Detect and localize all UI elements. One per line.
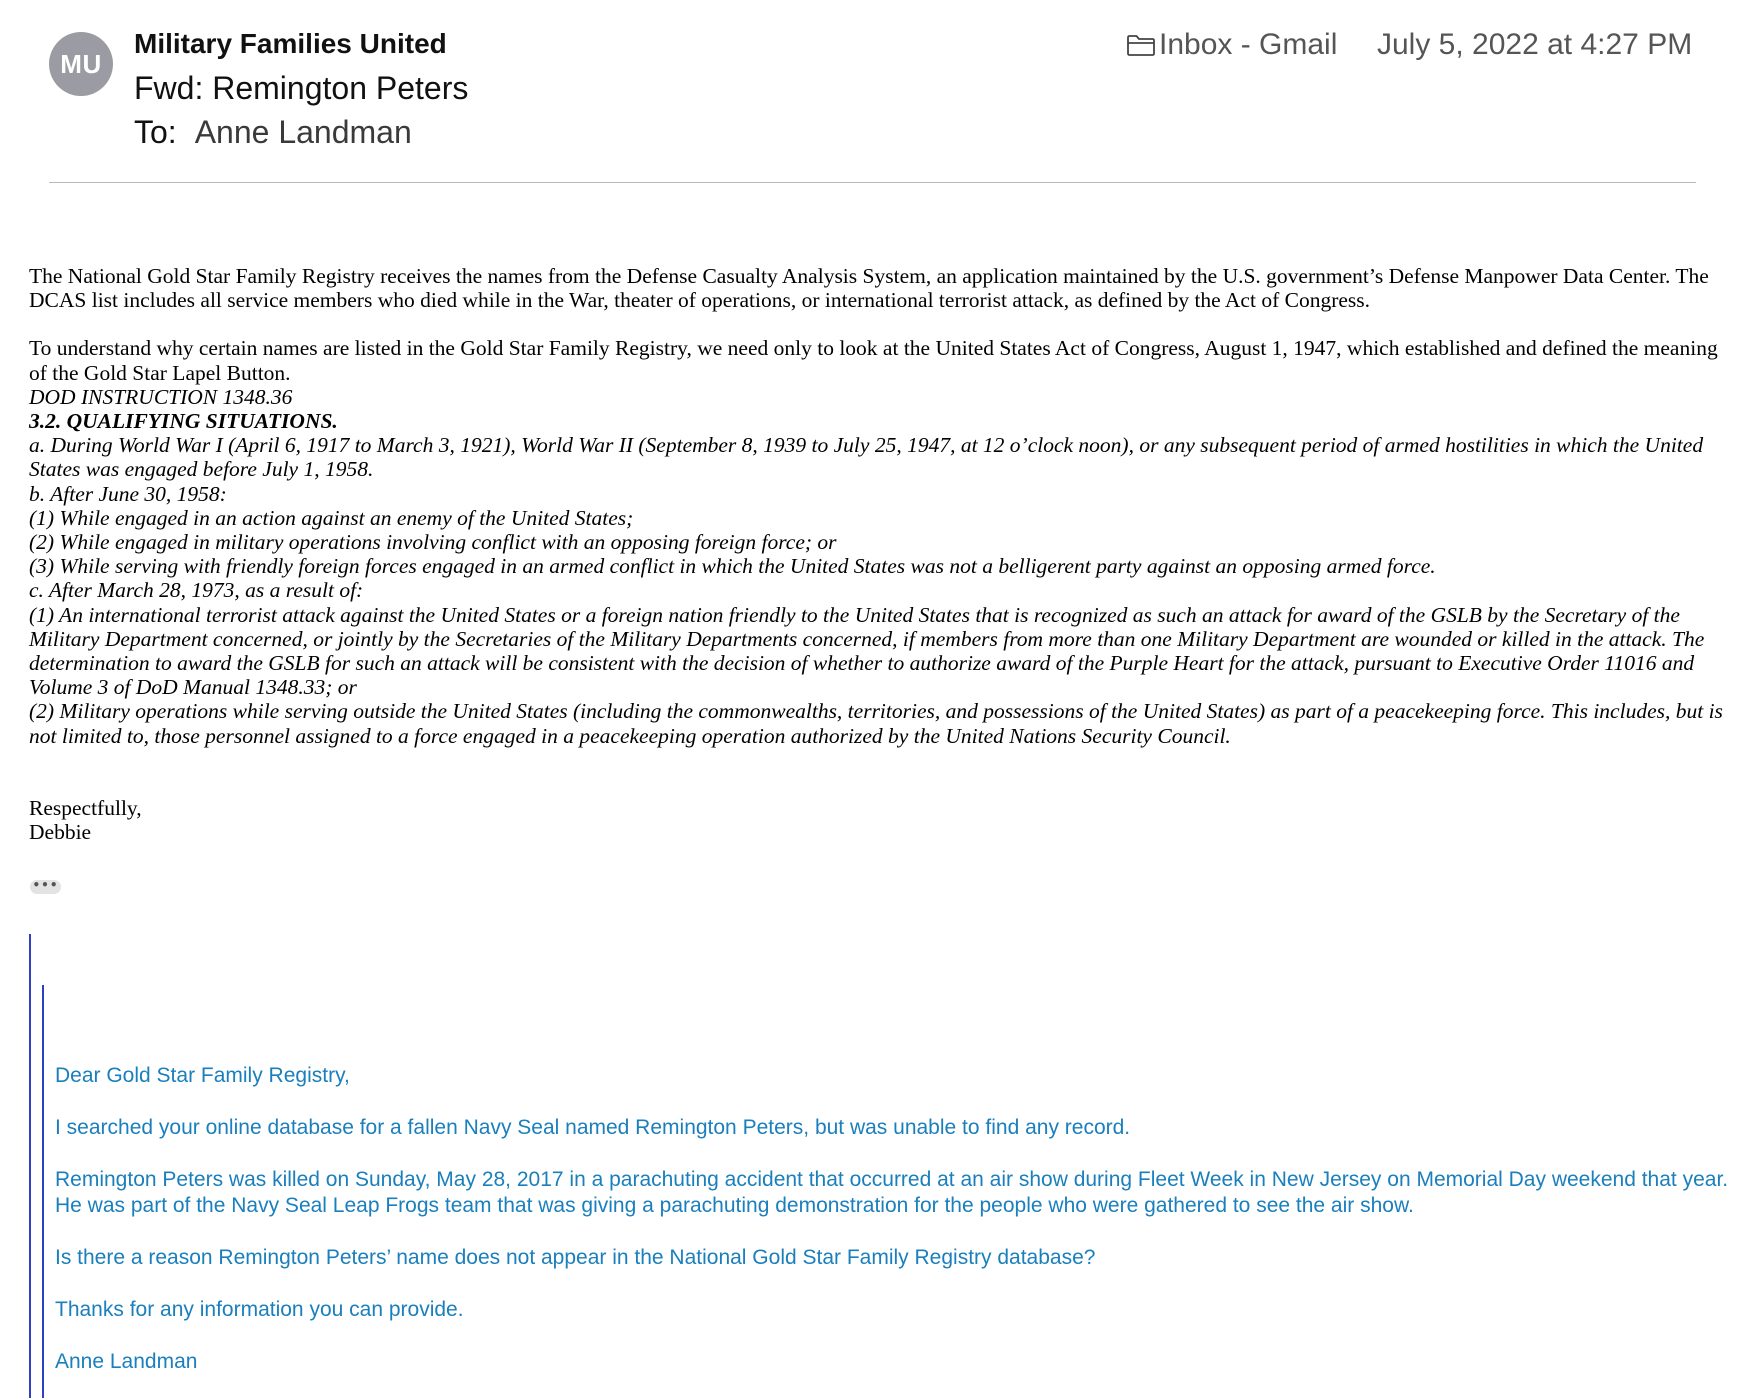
closing: Respectfully, — [29, 795, 142, 820]
recipient-line — [134, 114, 412, 151]
qualifying-item: (3) While serving with friendly foreign forces engaged in an armed conflict in which the United States was not a belligerent party against an opposing armed force. — [29, 554, 1436, 579]
quoted-message — [55, 1063, 1735, 1375]
show-trimmed-content-button[interactable]: ••• — [30, 880, 61, 894]
dod-instruction: DOD INSTRUCTION 1348.36 — [29, 384, 293, 409]
recipient-name[interactable]: Anne Landman — [194, 114, 412, 150]
quote-bar-outer — [29, 934, 31, 1398]
qualifying-item: a. During World War I (April 6, 1917 to March 3, 1921), World War II (September 8, 1939 to July 25, 1947, at 12 o’clock noon), or any subsequent period of armed hostilities in which the United States was engaged before July 1, 1958. — [29, 433, 1704, 482]
section-heading: 3.2. QUALIFYING SITUATIONS. — [29, 409, 338, 434]
qualifying-item: (1) While engaged in an action against an enemy of the United States; — [29, 505, 634, 530]
header-divider — [49, 182, 1696, 183]
quoted-paragraph: Remington Peters was killed on Sunday, May 28, 2017 in a parachuting accident that occurred at an air show during Fleet Week in New Jersey on Memorial Day weekend that year. He was part of the Navy Seal Leap Frogs team that was giving a parachuting demonstration for the people who were gathered to see the air show. — [55, 1168, 1729, 1217]
signature: Debbie — [29, 820, 92, 845]
body-paragraph: To understand why certain names are listed in the Gold Star Family Registry, we need only to look at the United States Act of Congress, August 1, 1947, which established and defined the meaning of the Gold Star Lapel Button. — [29, 336, 1718, 385]
body-paragraph: The National Gold Star Family Registry receives the names from the Defense Casualty Analysis System, an application maintained by the U.S. government’s Defense Manpower Data Center. The DCAS list includes all service members who died while in the War, theater of operations, or international terrorist attack, as defined by the Act of Congress. — [29, 264, 1709, 313]
mailbox-name: Inbox - Gmail — [1159, 28, 1338, 61]
quoted-paragraph: Thanks for any information you can provide. — [55, 1298, 464, 1321]
qualifying-item: c. After March 28, 1973, as a result of: — [29, 578, 364, 603]
to-label: To: — [134, 114, 177, 150]
message-header — [0, 0, 1748, 190]
qualifying-item: (2) Military operations while serving outside the United States (including the commonwealths, territories, and possessions of the United States) as part of a peacekeeping force. This includes, but is not limited to, those personnel assigned to a force engaged in a peacekeeping operation authorized by the United Nations Security Council. — [29, 699, 1723, 748]
qualifying-item: (1) An international terrorist attack against the United States or a foreign nation friendly to the United States that is recognized as such an attack for award of the GSLB by the Secretary of the Military Department concerned, or jointly by the Secretaries of the Military Departments concerned, if members from more than one Military Department are wounded or killed in the attack. The determination to award the GSLB for such an attack will be consistent with the decision of whether to authorize award of the Purple Heart for the attack, pursuant to Executive Order 11016 and Volume 3 of DoD Manual 1348.33; or — [29, 602, 1705, 700]
folder-icon — [1126, 33, 1156, 57]
message-date: July 5, 2022 at 4:27 PM — [1377, 28, 1693, 61]
quote-bar-inner — [42, 985, 44, 1398]
qualifying-item: (2) While engaged in military operations involving conflict with an opposing foreign force; or — [29, 530, 837, 555]
sender-name[interactable]: Military Families United — [134, 28, 447, 59]
mailbox-label[interactable] — [1126, 28, 1337, 62]
quoted-signoff: Anne Landman — [55, 1350, 198, 1373]
quoted-greeting: Dear Gold Star Family Registry, — [55, 1064, 350, 1087]
message-body — [29, 264, 1729, 844]
qualifying-item: b. After June 30, 1958: — [29, 481, 227, 506]
avatar[interactable]: MU — [49, 32, 113, 96]
quoted-paragraph: Is there a reason Remington Peters’ name does not appear in the National Gold Star Family Registry database? — [55, 1246, 1096, 1269]
message-subject: Fwd: Remington Peters — [134, 70, 469, 106]
quoted-paragraph: I searched your online database for a fallen Navy Seal named Remington Peters, but was unable to find any record. — [55, 1116, 1131, 1139]
